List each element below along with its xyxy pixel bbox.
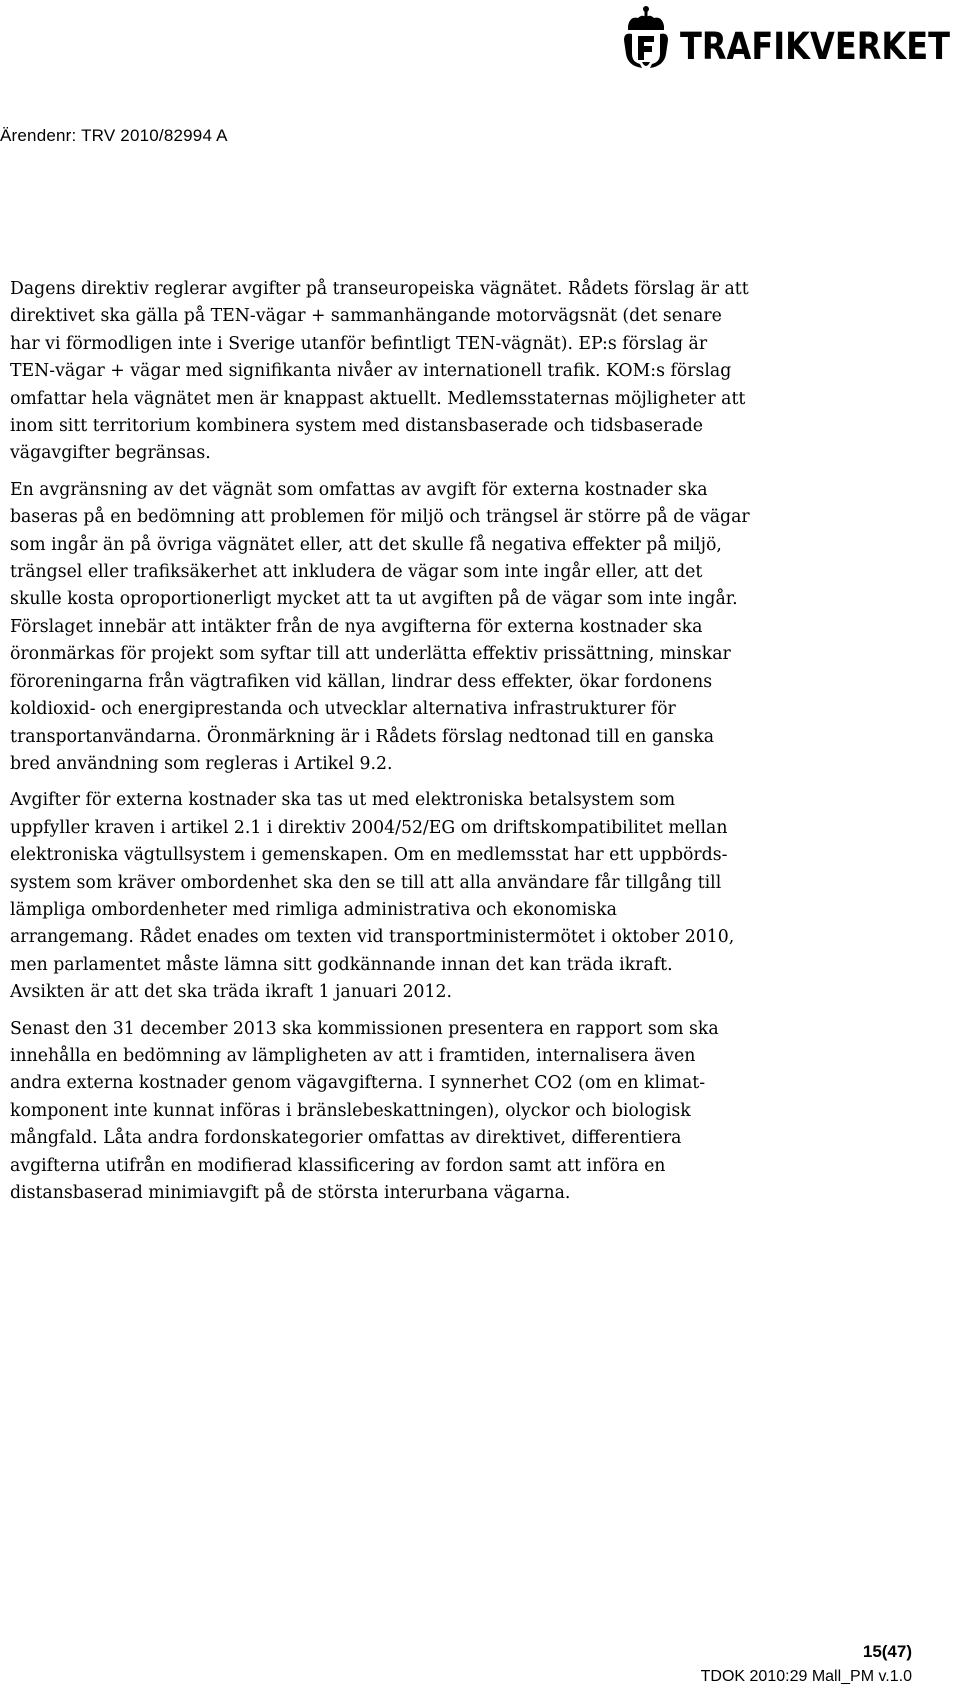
case-reference: Ärendenr: TRV 2010/82994 A — [0, 126, 228, 145]
trafikverket-logo — [618, 4, 954, 72]
paragraph-commission-report: Senast den 31 december 2013 ska kommissionen presentera en rapport som ska innehålla en bedömning av lämpligheten av att i framtiden, internalisera även andra externa kostnader genom vägavgifterna. I synnerhet CO2 (om en klimat- komponent inte kunnat införas i bränslebeskattningen), olyckor och biologisk mångfald. Låta andra fordonskategorier omfattas av direktivet, differentiera avgifterna utifrån en modifierad klassificering av fordon samt att införa en distansbaserad minimiavgift på de största interurbana vägarna. — [10, 1018, 719, 1203]
paragraph-electronic-payment: Avgifter för externa kostnader ska tas ut med elektroniska betalsystem som uppfyller kraven i artikel 2.1 i direktiv 2004/52/EG om driftskompatibilitet mellan elektroniska vägtullsystem i gemenskapen. Om en medlemsstat har ett uppbörds- system som kräver ombordenhet ska den se till att alla användare får tillgång till lämpliga ombordenheter med rimliga administrativa och ekonomiska arrangemang. Rådet enades om texten vid transportministermötet i oktober 2010, men parlamentet måste lämna sitt godkännande innan det kan träda ikraft. Avsikten är att det ska träda ikraft 1 januari 2012. — [10, 790, 735, 1003]
logo-wordmark: TRAFIKVERKET — [680, 25, 951, 68]
template-reference: TDOK 2010:29 Mall_PM v.1.0 — [700, 1668, 912, 1685]
crown-emblem-icon — [618, 4, 954, 72]
page-number: 15(47) — [862, 1642, 912, 1661]
paragraph-network-delimitation: En avgränsning av det vägnät som omfattas av avgift för externa kostnader ska baseras på en bedömning att problemen för miljö och trängsel är större på de vägar som ingår än på övriga vägnätet eller, att det skulle få negativa effekter på miljö, trängsel eller trafiksäkerhet att inkludera de vägar som inte ingår eller, att det skulle kosta oproportionerligt mycket att ta ut avgiften på de vägar som inte ingår. Förslaget innebär att intäkter från de nya avgifterna för externa kostnader ska öronmärkas för projekt som syftar till att underlätta effektiv prissättning, minskar föroreningarna från vägtrafiken vid källan, lindrar dess effekter, ökar fordonens koldioxid- och energiprestanda och utvecklar alternativa infrastrukturer för transportanvändarna. Öronmärkning är i Rådets förslag nedtonad till en ganska bred användning som regleras i Artikel 9.2. — [10, 479, 750, 774]
document-body — [10, 276, 802, 1216]
paragraph-directive-scope: Dagens direktiv reglerar avgifter på transeuropeiska vägnätet. Rådets förslag är att direktivet ska gälla på TEN-vägar + sammanhängande motorvägsnät (det senare har vi förmodligen inte i Sverige utanför befintligt TEN-vägnät). EP:s förslag är TEN-vägar + vägar med signifikanta nivåer av internationell trafik. KOM:s förslag omfattar hela vägnätet men är knappast aktuellt. Medlemsstaternas möjligheter att inom sitt territorium kombinera system med distansbaserade och tidsbaserade vägavgifter begränsas. — [10, 279, 749, 464]
